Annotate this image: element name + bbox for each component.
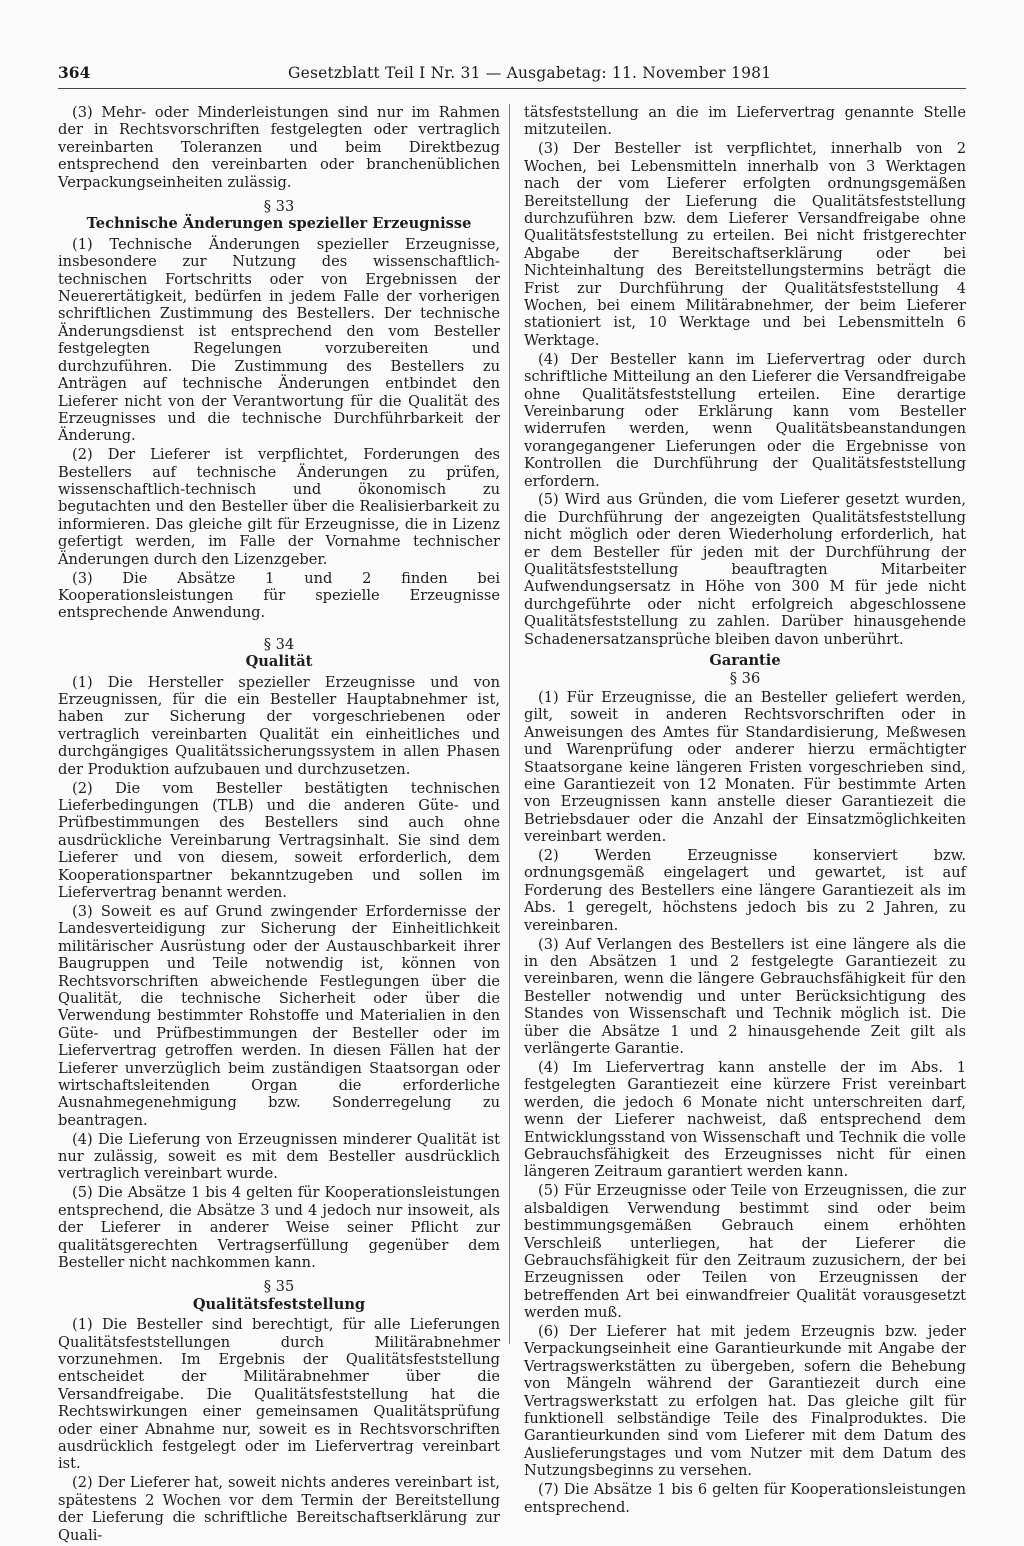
- left-column: [58, 104, 500, 1546]
- paragraph: (3) Die Absätze 1 und 2 finden bei Kooperationsleistungen für spezielle Erzeugnisse entsprechende Anwendung.: [58, 569, 500, 622]
- column-divider: [509, 104, 510, 1344]
- paragraph: (1) Die Hersteller spezieller Erzeugnisse und von Erzeugnissen, für die ein Besteller Hauptabnehmer ist, haben zur Sicherung der vorgeschriebenen oder vertraglich vereinbarten Qualität ein einheitliches und durchgängiges Qualitätssicherungssystem in allen Phasen der Produktion aufzubauen und durchzusetzen.: [58, 673, 500, 778]
- paragraph: (7) Die Absätze 1 bis 6 gelten für Kooperationsleistungen entsprechend.: [524, 1481, 966, 1516]
- paragraph: (1) Die Besteller sind berechtigt, für alle Lieferungen Qualitätsfeststellungen durch Militärabnehmer vorzunehmen. Im Ergebnis der Qualitätsfeststellung entscheidet der Militärabnehmer über die Versandfreigabe. Die Qualitätsfeststellung hat die Rechtswirkungen einer gemeinsamen Qualitätsprüfung oder einer Abnahme nur, soweit es in Rechtsvorschriften ausdrücklich festgelegt oder im Liefervertrag vereinbart ist.: [58, 1316, 500, 1473]
- section-title: Qualitätsfeststellung: [192, 1295, 366, 1313]
- right-column: [524, 104, 966, 1518]
- paragraph: (2) Der Lieferer hat, soweit nichts anderes vereinbart ist, spätestens 2 Wochen vor dem Termin der Bereitstellung der Lieferung die schriftliche Bereitschaftserklärung zur Quali-: [58, 1474, 500, 1544]
- paragraph: (3) Der Besteller ist verpflichtet, innerhalb von 2 Wochen, bei Lebensmitteln innerhalb von 3 Werktagen nach der vom Lieferer erfolgten ordnungsgemäßen Bereitstellung der Lieferung die Qualitätsfeststellung durchzuführen bzw. dem Lieferer Versandfreigabe ohne Qualitätsfeststellung zu erteilen. Bei nicht fristgerechter Abgabe der Bereitschaftserklärung oder bei Nichteinhaltung des Bereitstellungstermins beträgt die Frist zur Durchführung der Qualitätsfeststellung 4 Wochen, bei einem Militärabnehmer, der beim Lieferer stationiert ist, 10 Werktage und bei Lebensmitteln 6 Werktage.: [524, 140, 966, 349]
- section-number: § 33: [263, 198, 295, 216]
- section-title: Qualität: [245, 653, 313, 671]
- paragraph: (2) Die vom Besteller bestätigten technischen Lieferbedingungen (TLB) und die anderen Güte- und Prüfbestimmungen des Bestellers sind auch ohne ausdrückliche Vereinbarung Vertragsinhalt. Sie sind dem Lieferer und von diesem, soweit erforderlich, dem Kooperationspartner bekanntzugeben und sollen im Liefervertrag benannt werden.: [58, 779, 500, 901]
- gazette-title: Gesetzblatt Teil I Nr. 31 — Ausgabetag: 11. November 1981: [288, 64, 772, 82]
- paragraph: (4) Im Liefervertrag kann anstelle der im Abs. 1 festgelegten Garantiezeit eine kürzere Frist vereinbart werden, die jedoch 6 Monate nicht unterschreiten darf, wenn der Lieferer nachweist, daß entsprechend dem Entwicklungsstand von Wissenschaft und Technik die volle Gebrauchsfähigkeit des Erzeugnisses nicht für einen längeren Zeitraum garantiert werden kann.: [524, 1058, 966, 1181]
- paragraph: (3) Auf Verlangen des Bestellers ist eine längere als die in den Absätzen 1 und 2 festgelegte Garantiezeit zu vereinbaren, wenn die längere Gebrauchsfähigkeit für den Besteller notwendig und unter Berücksichtigung des Standes von Wissenschaft und Technik möglich ist. Die über die Absätze 1 und 2 hinausgehende Zeit gilt als verlängerte Garantie.: [524, 935, 966, 1058]
- section-title: Technische Änderungen spezieller Erzeugnisse: [86, 215, 472, 233]
- paragraph: (5) Die Absätze 1 bis 4 gelten für Kooperationsleistungen entsprechend, die Absätze 3 und 4 jedoch nur insoweit, als der Lieferer in anderer Weise seiner Pflicht zur qualitätsgerechten Vertragserfüllung gegenüber dem Besteller nicht nachkommen kann.: [58, 1184, 500, 1271]
- paragraph: (4) Der Besteller kann im Liefervertrag oder durch schriftliche Mitteilung an den Lieferer die Versandfreigabe ohne Qualitätsfeststellung erteilen. Eine derartige Vereinbarung oder Erklärung kann vom Besteller widerrufen werden, wenn Qualitätsbeanstandungen vorangegangener Lieferungen oder die Ergebnisse von Kontrollen die Durchführung der Qualitätsfeststellung erfordern.: [524, 350, 966, 490]
- page-header: [58, 60, 966, 89]
- paragraph: (2) Der Lieferer ist verpflichtet, Forderungen des Bestellers auf technische Änderungen zu prüfen, wissenschaftlich-technisch und ökonomisch zu begutachten und den Besteller über die Realisierbarkeit zu informieren. Das gleiche gilt für Erzeugnisse, die in Lizenz gefertigt werden, im Falle der Vornahme technischer Änderungen durch den Lizenzgeber.: [58, 446, 500, 568]
- paragraph: (2) Werden Erzeugnisse konserviert bzw. ordnungsgemäß eingelagert und gewartet, ist auf Forderung des Bestellers eine längere Garantiezeit als im Abs. 1 geregelt, höchstens jedoch bis zu 2 Jahren, zu vereinbaren.: [524, 847, 966, 934]
- paragraph: (6) Der Lieferer hat mit jedem Erzeugnis bzw. jeder Verpackungseinheit eine Garantieurkunde mit Angabe der Vertragswerkstätten zu übergeben, sofern die Behebung von Mängeln während der Garantiezeit durch eine Vertragswerkstatt zu erfolgen hat. Das gleiche gilt für funktionell selbständige Teile des Finalproduktes. Die Garantieurkunden sind vom Lieferer mit dem Datum des Auslieferungstages und vom Nutzer mit dem Datum des Nutzungsbeginns zu versehen.: [524, 1323, 966, 1480]
- paragraph: (1) Für Erzeugnisse, die an Besteller geliefert werden, gilt, soweit in anderen Rechtsvorschriften oder in Anweisungen des Amtes für Standardisierung, Meßwesen und Warenprüfung oder anderer hierzu ermächtigter Staatsorgane keine längeren Fristen vorgeschrieben sind, eine Garantiezeit von 12 Monaten. Für bestimmte Arten von Erzeugnissen kann anstelle dieser Garantiezeit die Betriebsdauer oder die Anzahl der Einsatzmöglichkeiten vereinbart werden.: [524, 688, 966, 846]
- paragraph: tätsfeststellung an die im Liefervertrag genannte Stelle mitzuteilen.: [524, 104, 966, 139]
- section-title: Garantie: [709, 652, 781, 670]
- paragraph: (1) Technische Änderungen spezieller Erzeugnisse, insbesondere zur Nutzung des wissenschaftlich-technischen Fortschritts oder von Ergebnissen der Neuerertätigkeit, bedürfen in jedem Falle der vorherigen schriftlichen Zustimmung des Bestellers. Der technische Änderungsdienst ist entsprechend den vom Besteller festgelegten Regelungen vorzubereiten und durchzuführen. Die Zustimmung des Bestellers zu Anträgen auf technische Änderungen entbindet den Lieferer nicht von der Verantwortung für die Qualität des Erzeugnisses und die technische Durchführbarkeit der Änderung.: [58, 235, 500, 445]
- paragraph: (5) Wird aus Gründen, die vom Lieferer gesetzt wurden, die Durchführung der angezeigten Qualitätsfeststellung nicht möglich oder deren Wiederholung erforderlich, hat er dem Besteller für jeden mit der Durchführung der Qualitätsfeststellung beauftragten Mitarbeiter Aufwendungsersatz in Höhe von 300 M für jede nicht durchgeführte oder nicht erfolgreich abgeschlossene Qualitätsfeststellung zu zahlen. Darüber hinausgehende Schadenersatzansprüche bleiben davon unberührt.: [524, 491, 966, 648]
- page-number: 364: [58, 63, 91, 82]
- paragraph: (3) Soweit es auf Grund zwingender Erfordernisse der Landesverteidigung zur Sicherung der Einheitlichkeit militärischer Ausrüstung oder der Austauschbarkeit ihrer Baugruppen und Teile notwendig ist, können von Rechtsvorschriften abweichende Festlegungen über die Qualität, die technische Sicherheit oder über die Verwendung bestimmter Rohstoffe und Materialien in den Güte- und Prüfbestimmungen der Besteller oder im Liefervertrag getroffen werden. In diesen Fällen hat der Lieferer unverzüglich beim zuständigen Staatsorgan oder wirtschaftsleitenden Organ die erforderliche Ausnahmegenehmigung bzw. Sonderregelung zu beantragen.: [58, 902, 500, 1129]
- paragraph: (3) Mehr- oder Minderleistungen sind nur im Rahmen der in Rechtsvorschriften festgelegten oder vertraglich vereinbarten Toleranzen und beim Direktbezug entsprechend den vereinbarten oder branchenüblichen Verpackungseinheiten zulässig.: [58, 104, 500, 191]
- section-number: § 34: [263, 635, 295, 653]
- section-number: § 36: [729, 669, 761, 687]
- paragraph: (4) Die Lieferung von Erzeugnissen minderer Qualität ist nur zulässig, soweit es mit dem Besteller ausdrücklich vertraglich vereinbart wurde.: [58, 1130, 500, 1183]
- paragraph: (5) Für Erzeugnisse oder Teile von Erzeugnissen, die zur alsbaldigen Verwendung bestimmt sind oder beim bestimmungsgemäßen Gebrauch einem erhöhten Verschleiß unterliegen, hat der Lieferer die Gebrauchsfähigkeit für den Zeitraum zuzusichern, der bei Erzeugnissen oder Teilen von Erzeugnissen der betreffenden Art bei einwandfreier Qualität vorausgesetzt werden muß.: [524, 1182, 966, 1322]
- section-number: § 35: [263, 1278, 295, 1296]
